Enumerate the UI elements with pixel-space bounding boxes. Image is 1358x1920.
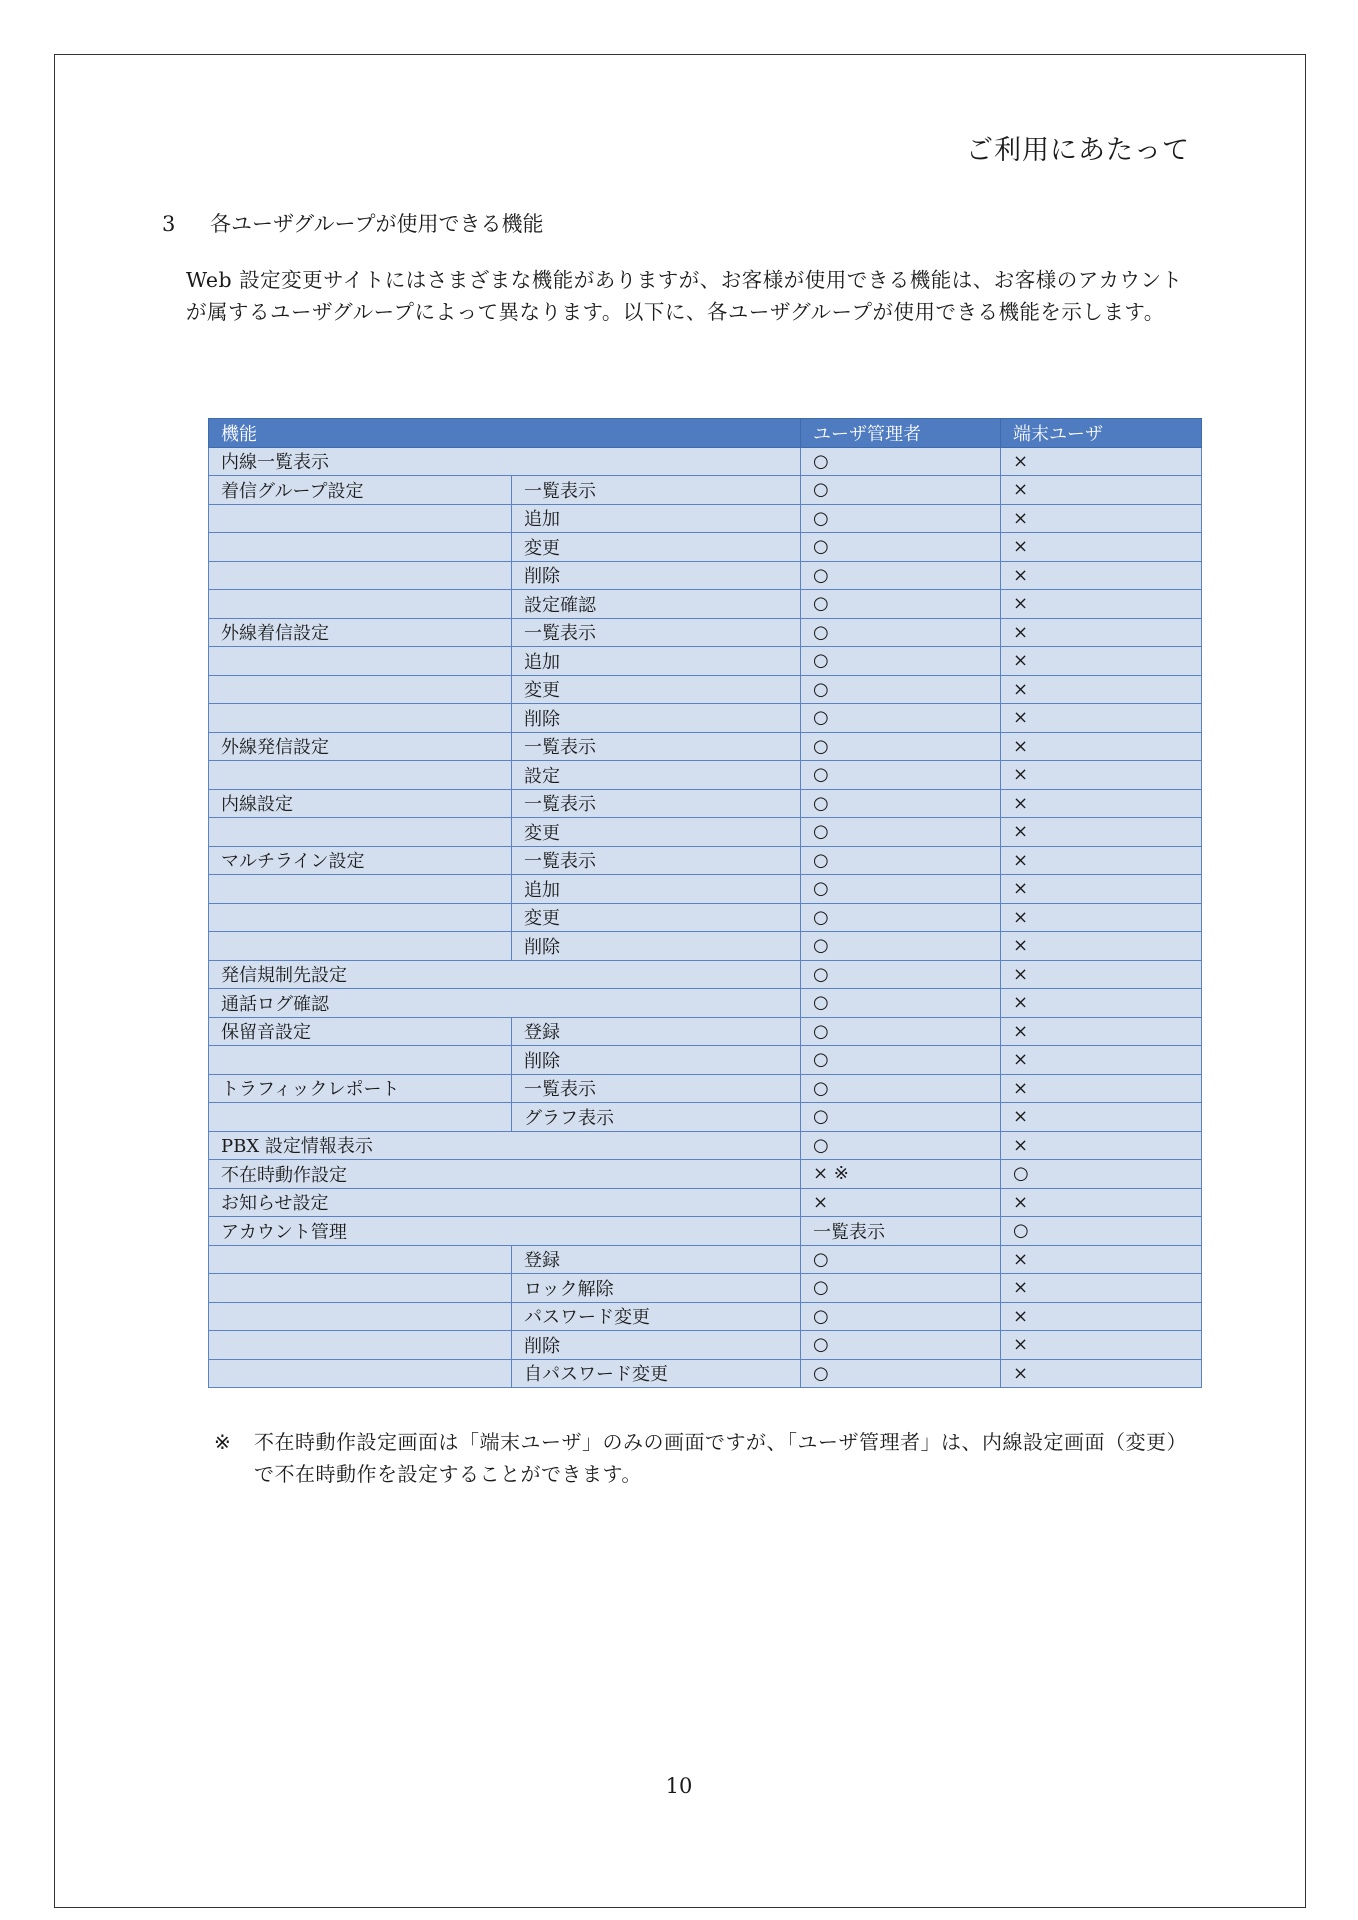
sub-feature-cell: ロック解除 [512,1274,801,1303]
user-permission-cell: × [1001,476,1202,505]
user-permission-cell: × [1001,732,1202,761]
table-header-row [209,419,1202,448]
table-row [209,447,1202,476]
feature-cell [209,590,512,619]
footnote [214,1426,1204,1490]
sub-feature-cell: 一覧表示 [512,732,801,761]
sub-feature-cell: 変更 [512,533,801,562]
user-permission-cell: × [1001,903,1202,932]
feature-cell: マルチライン設定 [209,846,512,875]
sub-feature-cell: 一覧表示 [512,846,801,875]
admin-permission-cell: ○ [801,846,1001,875]
table-row [209,903,1202,932]
admin-permission-cell: ○ [801,932,1001,961]
feature-cell [209,1245,512,1274]
feature-cell: 外線着信設定 [209,618,512,647]
feature-cell: 外線発信設定 [209,732,512,761]
admin-permission-cell: ○ [801,1274,1001,1303]
user-permission-cell: × [1001,818,1202,847]
sub-feature-cell: 一覧表示 [512,476,801,505]
table-row [209,789,1202,818]
user-permission-cell: × [1001,590,1202,619]
feature-cell: 着信グループ設定 [209,476,512,505]
header-user-admin: ユーザ管理者 [801,419,1001,448]
admin-permission-cell: ○ [801,1245,1001,1274]
feature-cell [209,1103,512,1132]
table-row [209,1245,1202,1274]
section-title: 各ユーザグループが使用できる機能 [210,212,544,236]
intro-paragraph: Web 設定変更サイトにはさまざまな機能がありますが、お客様が使用できる機能は、お客様のアカウントが属するユーザグループによって異なります。以下に、各ユーザグループが使用できる機能を示します。 [186,268,1183,324]
feature-cell [209,533,512,562]
admin-permission-cell: ○ [801,818,1001,847]
user-permission-cell: × [1001,618,1202,647]
admin-permission-cell: ○ [801,675,1001,704]
user-permission-cell: × [1001,1131,1202,1160]
user-permission-cell: × [1001,989,1202,1018]
table-row [209,561,1202,590]
feature-cell [209,903,512,932]
feature-cell [209,704,512,733]
admin-permission-cell: ○ [801,504,1001,533]
admin-permission-cell: ○ [801,732,1001,761]
table-row [209,533,1202,562]
feature-cell: 保留音設定 [209,1017,512,1046]
admin-permission-cell: ○ [801,1103,1001,1132]
user-permission-cell: × [1001,447,1202,476]
sub-feature-cell: 削除 [512,1046,801,1075]
feature-cell [209,1331,512,1360]
user-permission-cell: × [1001,761,1202,790]
admin-permission-cell: ○ [801,447,1001,476]
admin-permission-cell: ○ [801,989,1001,1018]
sub-feature-cell: 設定確認 [512,590,801,619]
table-row [209,1274,1202,1303]
admin-permission-cell: ○ [801,960,1001,989]
admin-permission-cell: ○ [801,903,1001,932]
admin-permission-cell: ○ [801,1331,1001,1360]
table-row [209,761,1202,790]
footnote-text: 不在時動作設定画面は「端末ユーザ」のみの画面ですが、「ユーザ管理者」は、内線設定画面（変更）で不在時動作を設定することができます。 [254,1430,1187,1486]
sub-feature-cell: グラフ表示 [512,1103,801,1132]
sub-feature-cell: 一覧表示 [512,1074,801,1103]
feature-cell [209,932,512,961]
section-number: 3 [162,212,176,236]
page-number: 10 [665,1774,693,1798]
feature-cell: 発信規制先設定 [209,960,801,989]
feature-cell [209,818,512,847]
admin-permission-cell: ○ [801,618,1001,647]
user-permission-cell: × [1001,1331,1202,1360]
user-permission-cell: × [1001,1245,1202,1274]
user-permission-cell: × [1001,1046,1202,1075]
feature-cell [209,675,512,704]
admin-permission-cell: ○ [801,761,1001,790]
table-row [209,1103,1202,1132]
table-row [209,1188,1202,1217]
sub-feature-cell: 削除 [512,704,801,733]
table-row [209,1302,1202,1331]
feature-cell [209,561,512,590]
feature-cell: 内線一覧表示 [209,447,801,476]
user-permission-cell: × [1001,875,1202,904]
table-row [209,989,1202,1018]
feature-cell: トラフィックレポート [209,1074,512,1103]
feature-cell [209,875,512,904]
table-row [209,1217,1202,1246]
admin-permission-cell: ○ [801,1017,1001,1046]
admin-permission-cell: ○ [801,704,1001,733]
user-permission-cell: × [1001,1103,1202,1132]
feature-cell [209,1046,512,1075]
table-row [209,1131,1202,1160]
feature-cell: 不在時動作設定 [209,1160,801,1189]
user-permission-cell: × [1001,932,1202,961]
sub-feature-cell: 変更 [512,675,801,704]
sub-feature-cell: 一覧表示 [512,618,801,647]
table-row [209,675,1202,704]
admin-permission-cell: ○ [801,533,1001,562]
table-row [209,1074,1202,1103]
table-row [209,1359,1202,1388]
user-permission-cell: × [1001,846,1202,875]
table-row [209,1331,1202,1360]
sub-feature-cell: 設定 [512,761,801,790]
feature-cell: お知らせ設定 [209,1188,801,1217]
sub-feature-cell: 変更 [512,818,801,847]
admin-permission-cell: ○ [801,1074,1001,1103]
table-row [209,590,1202,619]
user-permission-cell: × [1001,1359,1202,1388]
user-permission-cell: × [1001,504,1202,533]
admin-permission-cell: ○ [801,1131,1001,1160]
sub-feature-cell: 一覧表示 [512,789,801,818]
user-permission-cell: × [1001,675,1202,704]
table-row [209,818,1202,847]
sub-feature-cell: 変更 [512,903,801,932]
admin-permission-cell: ○ [801,590,1001,619]
user-permission-cell: × [1001,1274,1202,1303]
sub-feature-cell: 登録 [512,1245,801,1274]
table-row [209,647,1202,676]
feature-cell [209,1274,512,1303]
feature-cell [209,647,512,676]
table-row [209,846,1202,875]
page-header-title: ご利用にあたって [966,135,1190,166]
admin-permission-cell: ○ [801,647,1001,676]
admin-permission-cell: ○ [801,476,1001,505]
user-permission-cell: × [1001,1302,1202,1331]
admin-permission-cell: × [801,1188,1001,1217]
section-heading [162,208,543,238]
admin-permission-cell: 一覧表示 [801,1217,1001,1246]
sub-feature-cell: 削除 [512,561,801,590]
table-row [209,704,1202,733]
feature-cell: アカウント管理 [209,1217,801,1246]
sub-feature-cell: 自パスワード変更 [512,1359,801,1388]
feature-cell [209,504,512,533]
table-row [209,504,1202,533]
table-row [209,875,1202,904]
admin-permission-cell: × ※ [801,1160,1001,1189]
header-terminal-user: 端末ユーザ [1001,419,1202,448]
header-feature: 機能 [209,419,801,448]
sub-feature-cell: 登録 [512,1017,801,1046]
table-row [209,1017,1202,1046]
user-permission-cell: ○ [1001,1217,1202,1246]
feature-cell [209,1359,512,1388]
sub-feature-cell: 追加 [512,875,801,904]
admin-permission-cell: ○ [801,789,1001,818]
admin-permission-cell: ○ [801,1046,1001,1075]
feature-cell: PBX 設定情報表示 [209,1131,801,1160]
user-permission-cell: × [1001,1017,1202,1046]
user-permission-cell: × [1001,960,1202,989]
feature-cell: 内線設定 [209,789,512,818]
sub-feature-cell: 追加 [512,504,801,533]
feature-permission-table [208,418,1202,1388]
user-permission-cell: × [1001,1074,1202,1103]
user-permission-cell: × [1001,704,1202,733]
feature-cell [209,1302,512,1331]
sub-feature-cell: 削除 [512,1331,801,1360]
table-row [209,932,1202,961]
footnote-mark: ※ [214,1430,231,1454]
user-permission-cell: × [1001,561,1202,590]
table-row [209,618,1202,647]
user-permission-cell: × [1001,1188,1202,1217]
sub-feature-cell: 削除 [512,932,801,961]
admin-permission-cell: ○ [801,1359,1001,1388]
table-row [209,732,1202,761]
user-permission-cell: × [1001,647,1202,676]
admin-permission-cell: ○ [801,1302,1001,1331]
table-row [209,960,1202,989]
admin-permission-cell: ○ [801,561,1001,590]
feature-cell [209,761,512,790]
user-permission-cell: ○ [1001,1160,1202,1189]
table-row [209,1046,1202,1075]
feature-cell: 通話ログ確認 [209,989,801,1018]
user-permission-cell: × [1001,789,1202,818]
admin-permission-cell: ○ [801,875,1001,904]
user-permission-cell: × [1001,533,1202,562]
table-row [209,476,1202,505]
sub-feature-cell: 追加 [512,647,801,676]
table-row [209,1160,1202,1189]
sub-feature-cell: パスワード変更 [512,1302,801,1331]
